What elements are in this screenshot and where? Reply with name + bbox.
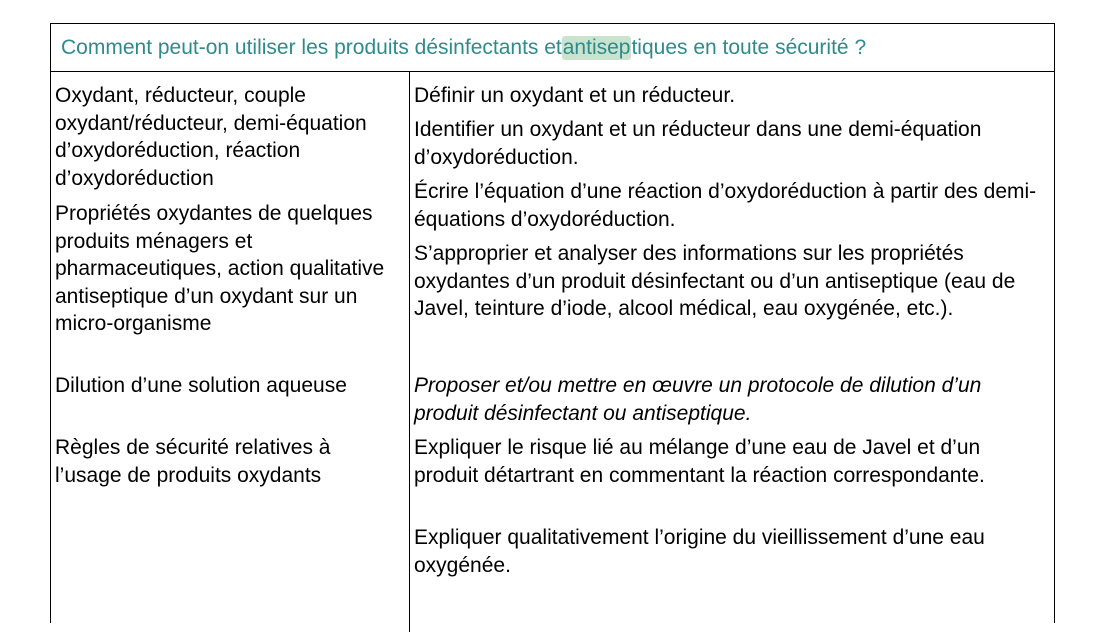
skill-item: Définir un oxydant et un réducteur.	[414, 84, 736, 107]
table-body	[51, 72, 1054, 632]
notion-item: Oxydant, réducteur, couple oxydant/réducteur, demi-équation d’oxydoréduction, réaction d’oxydoréduction	[55, 84, 367, 190]
notion-item: Propriétés oxydantes de quelques produits ménagers et pharmaceutiques, action qualitative antiseptique d’un oxydant sur un micro-organisme	[55, 202, 385, 335]
skill-item: S’approprier et analyser des informations sur les propriétés oxydantes d’un produit désinfectant ou d’un antiseptique (eau de Javel, teinture d’iode, alcool médical, eau oxygénée, etc.).	[414, 242, 1016, 320]
column-divider	[409, 72, 410, 632]
notion-item: Dilution d’une solution aqueuse	[55, 374, 347, 397]
table-header	[51, 24, 1054, 72]
header-title-start: Comment peut-on utiliser les produits désinfectants et	[61, 35, 562, 59]
program-table	[50, 23, 1055, 623]
highlighted-word[interactable]: antisep	[562, 35, 631, 59]
skill-item: Écrire l’équation d’une réaction d’oxydoréduction à partir des demi-équations d’oxydoréduction.	[414, 180, 1037, 231]
notion-item: Règles de sécurité relatives à l’usage de produits oxydants	[55, 436, 331, 487]
header-title-end: tiques en toute sécurité ?	[631, 35, 867, 59]
skill-item: Proposer et/ou mettre en œuvre un protocole de dilution d’un produit désinfectant ou antiseptique.	[414, 374, 982, 425]
skill-item: Expliquer le risque lié au mélange d’une eau de Javel et d’un produit détartrant en commentant la réaction correspondante.	[414, 436, 985, 487]
skill-item: Identifier un oxydant et un réducteur dans une demi-équation d’oxydoréduction.	[414, 118, 982, 169]
skill-item: Expliquer qualitativement l’origine du vieillissement d’une eau oxygénée.	[414, 526, 985, 577]
